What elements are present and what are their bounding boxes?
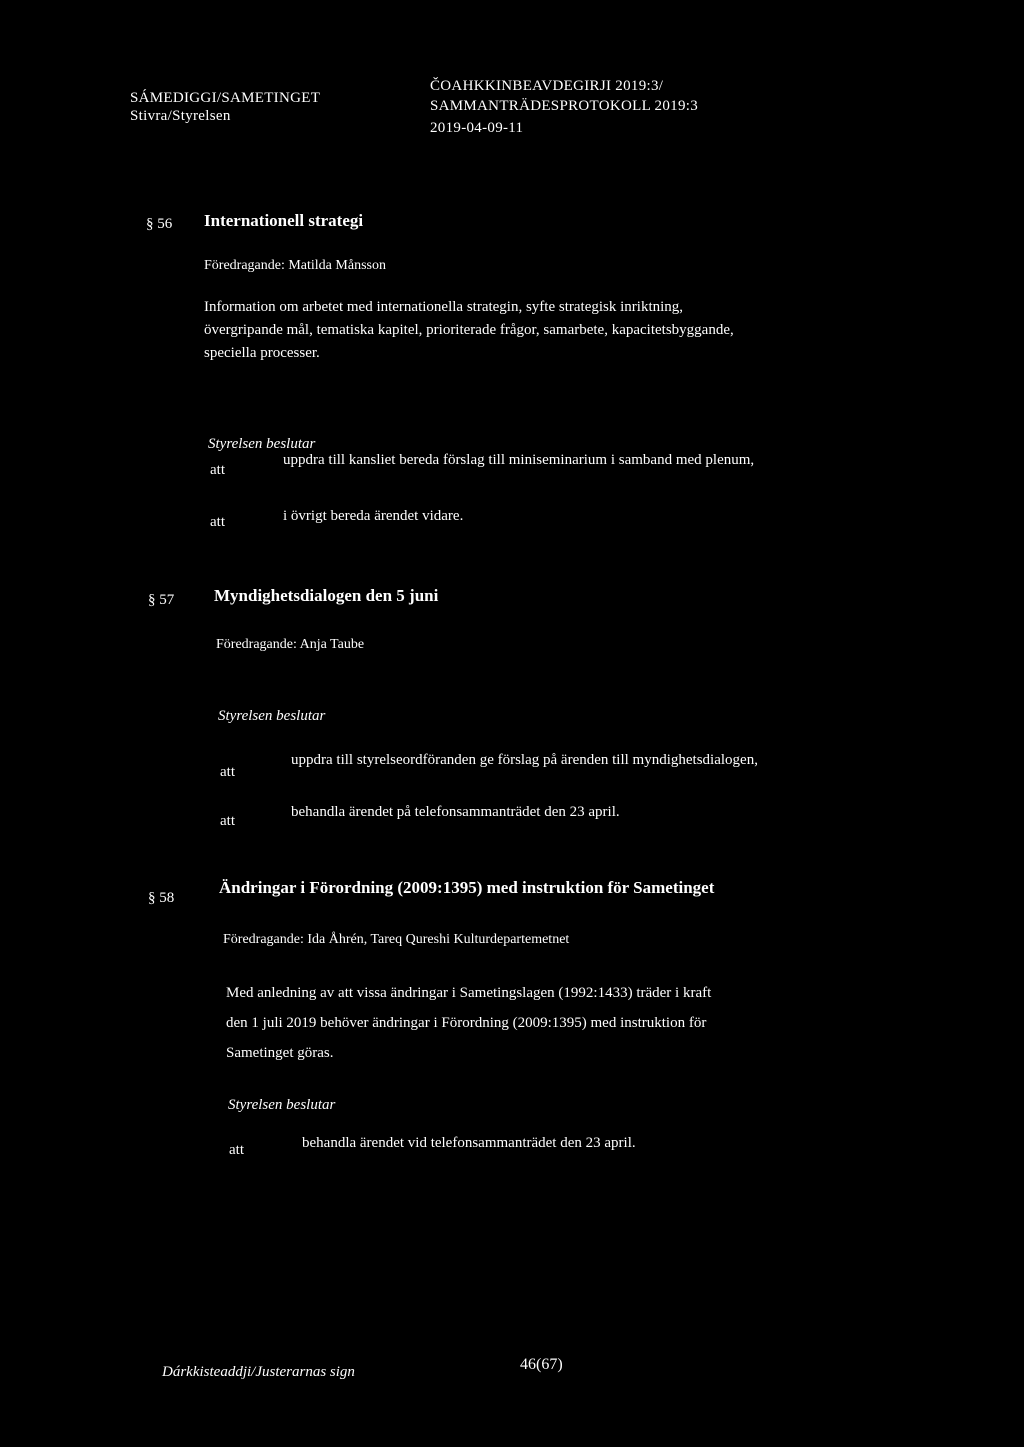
decision-heading: Styrelsen beslutar [218, 708, 326, 724]
att-marker: att [220, 764, 235, 780]
decision-text: i övrigt bereda ärendet vidare. [283, 508, 464, 524]
org-name: SÁMEDIGGI/SAMETINGET [130, 90, 321, 106]
att-marker: att [220, 813, 235, 829]
body-line: Information om arbetet med internationella strategin, syfte strategisk inriktning, [204, 299, 684, 315]
decision-heading: Styrelsen beslutar [228, 1097, 336, 1113]
protocol-title: ČOAHKKINBEAVDEGIRJI 2019:3/ [430, 78, 664, 94]
decision-text: behandla ärendet vid telefonsammanträdet den 23 april. [302, 1135, 636, 1151]
decision-text: uppdra till styrelseordföranden ge förslag på ärenden till myndighetsdialogen, [291, 752, 758, 768]
section-title: Myndighetsdialogen den 5 juni [214, 586, 439, 605]
decision-text: behandla ärendet på telefonsammanträdet den 23 april. [291, 804, 620, 820]
section-number: § 56 [146, 216, 173, 232]
presenter: Föredragande: Matilda Månsson [204, 258, 386, 273]
att-marker: att [229, 1142, 244, 1158]
decision-text: uppdra till kansliet bereda förslag till miniseminarium i samband med plenum, [283, 452, 755, 468]
page-number: 46(67) [520, 1356, 563, 1373]
signature-label: Dárkkisteaddji/Justerarnas sign [162, 1364, 355, 1380]
section-number: § 58 [148, 890, 175, 906]
section-body [226, 978, 926, 1068]
section-title: Ändringar i Förordning (2009:1395) med instruktion för Sametinget [219, 878, 715, 897]
body-line: den 1 juli 2019 behöver ändringar i Förordning (2009:1395) med instruktion för [226, 1015, 707, 1031]
section-body [204, 296, 964, 365]
section-title: Internationell strategi [204, 211, 364, 230]
presenter: Föredragande: Ida Åhrén, Tareq Qureshi Kulturdepartemetnet [223, 932, 570, 947]
decision-heading: Styrelsen beslutar [208, 436, 316, 452]
body-line: Med anledning av att vissa ändringar i Sametingslagen (1992:1433) träder i kraft [226, 985, 712, 1001]
body-line: övergripande mål, tematiska kapitel, prioriterade frågor, samarbete, kapacitetsbyggande, [204, 322, 734, 338]
body-line: speciella processer. [204, 345, 320, 361]
presenter: Föredragande: Anja Taube [216, 637, 365, 652]
att-marker: att [210, 462, 225, 478]
org-board: Stivra/Styrelsen [130, 108, 231, 124]
protocol-subtitle: SAMMANTRÄDESPROTOKOLL 2019:3 [430, 98, 699, 114]
section-number: § 57 [148, 592, 175, 608]
body-line: Sametinget göras. [226, 1045, 334, 1061]
meeting-dates: 2019-04-09-11 [430, 120, 524, 136]
att-marker: att [210, 514, 225, 530]
